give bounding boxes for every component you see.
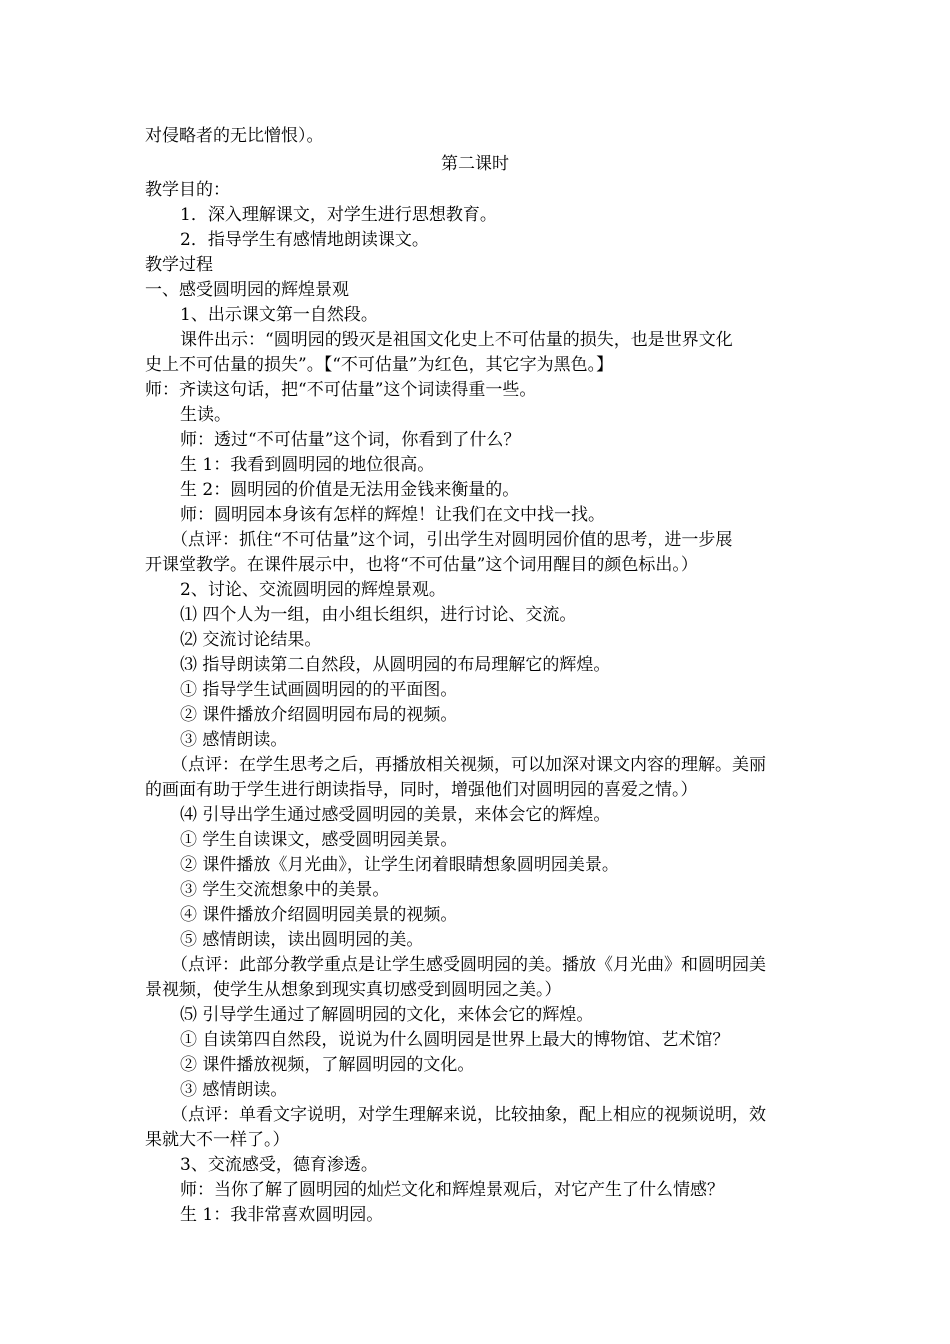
list-item: ⑶ 指导朗读第二自然段，从圆明园的布局理解它的辉煌。 xyxy=(180,655,611,675)
heading-teaching-objectives: 教学目的： xyxy=(145,180,230,200)
objective-item: 1．深入理解课文，对学生进行思想教育。 xyxy=(180,205,497,225)
list-item: ⑸ 引导学生通过了解圆明园的文化，来体会它的辉煌。 xyxy=(180,1005,594,1025)
text-line: 师：齐读这句话，把“不可估量”这个词读得重一些。 xyxy=(145,380,537,400)
objective-item: 2．指导学生有感情地朗读课文。 xyxy=(180,230,429,250)
text-line: 史上不可估量的损失”。【“不可估量”为红色，其它字为黑色。】 xyxy=(145,355,614,375)
list-item: ③ 学生交流想象中的美景。 xyxy=(180,880,390,900)
text-line: 3、交流感受，德育渗透。 xyxy=(180,1155,378,1175)
comment-line: （点评：此部分教学重点是让学生感受圆明园的美。播放《月光曲》和圆明园美 xyxy=(171,955,766,975)
text-line: 师：透过“不可估量”这个词，你看到了什么？ xyxy=(180,430,521,450)
list-item: ② 课件播放视频，了解圆明园的文化。 xyxy=(180,1055,475,1075)
list-item: ⑷ 引导出学生通过感受圆明园的美景，来体会它的辉煌。 xyxy=(180,805,611,825)
list-item: ⑤ 感情朗读，读出圆明园的美。 xyxy=(180,930,424,950)
comment-line: （点评：单看文字说明，对学生理解来说，比较抽象，配上相应的视频说明，效 xyxy=(171,1105,766,1125)
section-heading: 一、感受圆明园的辉煌景观 xyxy=(145,280,349,300)
section-title: 第二课时 xyxy=(441,154,509,174)
text-line: 生读。 xyxy=(180,405,231,425)
list-item: ④ 课件播放介绍圆明园美景的视频。 xyxy=(180,905,458,925)
list-item: ① 指导学生试画圆明园的的平面图。 xyxy=(180,680,458,700)
text-line: 2、讨论、交流圆明园的辉煌景观。 xyxy=(180,580,446,600)
list-item: ② 课件播放介绍圆明园布局的视频。 xyxy=(180,705,458,725)
list-item: ③ 感情朗读。 xyxy=(180,1080,288,1100)
text-line: 对侵略者的无比憎恨）。 xyxy=(145,126,324,146)
comment-line: （点评：在学生思考之后，再播放相关视频，可以加深对课文内容的理解。美丽 xyxy=(171,755,766,775)
list-item: ① 学生自读课文，感受圆明园美景。 xyxy=(180,830,458,850)
text-line: 生 1：我看到圆明园的地位很高。 xyxy=(180,455,435,475)
comment-line: 果就大不一样了。） xyxy=(145,1130,290,1150)
text-line: 生 2：圆明园的价值是无法用金钱来衡量的。 xyxy=(180,480,520,500)
list-item: ③ 感情朗读。 xyxy=(180,730,288,750)
text-line: 1、出示课文第一自然段。 xyxy=(180,305,378,325)
list-item: ⑵ 交流讨论结果。 xyxy=(180,630,322,650)
list-item: ⑴ 四个人为一组，由小组长组织，进行讨论、交流。 xyxy=(180,605,577,625)
heading-teaching-process: 教学过程 xyxy=(145,255,213,275)
comment-line: （点评：抓住“不可估量”这个词，引出学生对圆明园价值的思考，进一步展 xyxy=(171,530,733,550)
comment-line: 景视频，使学生从想象到现实真切感受到圆明园之美。） xyxy=(145,980,562,1000)
list-item: ② 课件播放《月光曲》，让学生闭着眼睛想象圆明园美景。 xyxy=(180,855,619,875)
text-line: 师：当你了解了圆明园的灿烂文化和辉煌景观后，对它产生了什么情感？ xyxy=(180,1180,724,1200)
comment-line: 开课堂教学。在课件展示中，也将“不可估量”这个词用醒目的颜色标出。） xyxy=(145,555,698,575)
text-line: 师：圆明园本身该有怎样的辉煌！让我们在文中找一找。 xyxy=(180,505,605,525)
comment-line: 的画面有助于学生进行朗读指导，同时，增强他们对圆明园的喜爱之情。） xyxy=(145,780,698,800)
list-item: ① 自读第四自然段，说说为什么圆明园是世界上最大的博物馆、艺术馆？ xyxy=(180,1030,730,1050)
text-line: 课件出示：“圆明园的毁灭是祖国文化史上不可估量的损失，也是世界文化 xyxy=(180,330,733,350)
text-line: 生 1：我非常喜欢圆明园。 xyxy=(180,1205,384,1225)
